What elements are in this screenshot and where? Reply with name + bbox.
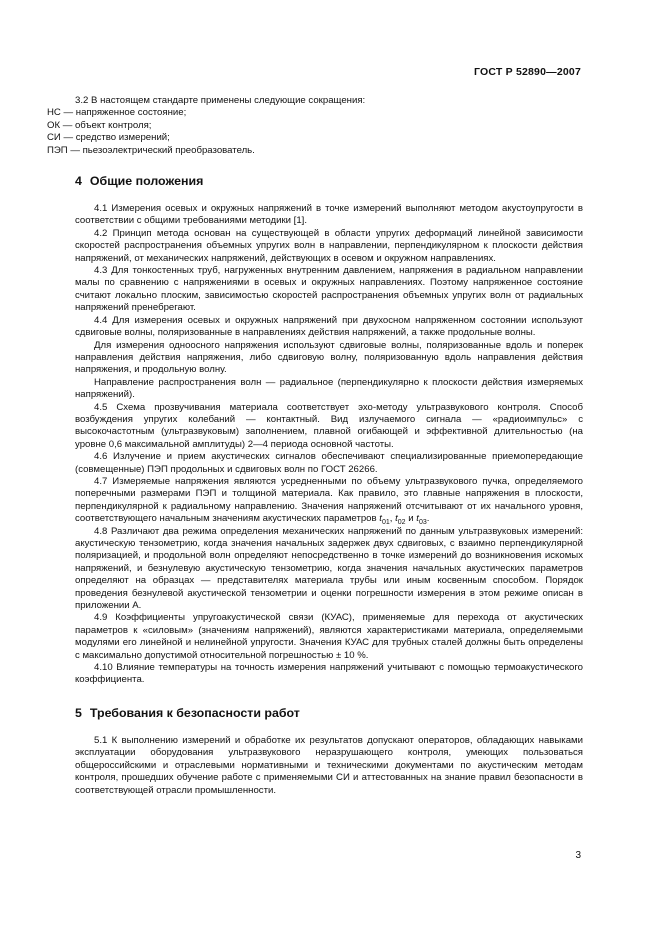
- abbreviations-intro: 3.2 В настоящем стандарте применены следующие сокращения:: [75, 95, 366, 106]
- paragraph-4-8: 4.8 Различают два режима определения механических напряжений по данным ультразвуковых измерений: акустическую тензометрию, когда значения начальных задержек двух сдвиговых, с взаимно перпендикулярной поляризацией, и продольной волн определяют непосредственно в точке измерений до возникновения искомых напряжений, и безнулевую акустическую тензометрию, когда значения начальных акустических параметров определяют на образцах — представителях материала трубы или иным косвенным способом. Порядок проведения безнулевой акустической тензометрии и оценки погрешности измерения в этом режиме описан в приложении А.: [75, 525, 583, 612]
- paragraph-4-4-b: Для измерения одноосного напряжения используют сдвиговые волны, поляризованные вдоль и поперек направления действия напряжения, либо сдвиговую волну, поляризованную вдоль направления действия напряжения, и продольную волну.: [75, 339, 583, 376]
- section-heading-4: [75, 174, 583, 188]
- separator: ,: [389, 513, 396, 525]
- paragraph-4-3: 4.3 Для тонкостенных труб, нагруженных внутренним давлением, напряжения в радиальном направлении малы по сравнению с напряжениями в осевых и окружных направлениях. Поэтому напряженное состояние считают локально плоским, зависимостью скоростей распространения объемных упругих волн от радиальных напряжений пренебрегают.: [75, 265, 583, 314]
- abbreviation-item: НС — напряженное состояние;: [47, 107, 187, 119]
- param-subscript: 01: [381, 519, 390, 527]
- paragraph-4-6: 4.6 Излучение и прием акустических сигналов обеспечивают специализированные приемопередающие (совмещенные) ПЭП продольных и сдвиговых волн по ГОСТ 26266.: [75, 451, 583, 475]
- paragraph-4-4-c: Направление распространения волн — радиальное (перпендикулярно к плоскости действия измеряемых напряжений).: [75, 376, 583, 401]
- param-t-symbol: t: [379, 513, 382, 525]
- paragraph-4-7: [75, 476, 583, 526]
- paragraph-5-1: 5.1 К выполнению измерений и обработке их результатов допускают операторов, обладающих навыками эксплуатации оборудования ультразвукового неразрушающего контроля, умеющих пользоваться общероссийскими и отраслевыми нормативными и техническими документами по акустическим методам контроля, прошедших обучение работе с применяемыми СИ и аттестованных на знание правил безопасности в соответствующей отрасли промышленности.: [75, 734, 583, 796]
- separator: и: [405, 513, 417, 525]
- document-body: [47, 95, 583, 797]
- section-title: Требования к безопасности работ: [89, 705, 300, 720]
- abbreviation-item: СИ — средство измерений;: [47, 132, 170, 144]
- section-heading-5: [75, 706, 583, 720]
- abbreviation-item: ПЭП — пьезоэлектрический преобразователь.: [47, 144, 255, 156]
- paragraph-4-9: 4.9 Коэффициенты упругоакустической связи (КУАС), применяемые для перехода от акустических параметров к «силовым» (значениям напряжений), являются характеристиками материала, определяемыми модулями его линейной и нелинейной упругости. Значения КУАС для трубных сталей должны быть определены с максимально допустимой относительной погрешностью ± 10 %.: [75, 612, 583, 661]
- paragraph-4-7-text: 4.7 Измеряемые напряжения являются усредненными по объему ультразвукового пучка, определяемого поперечными размерами ПЭП и толщиной материала. Как правило, это главные напряжения в плоскости, перпендикулярной к радиальному направлению. Значения напряжений отсчитывают от их начального уровня, соответствующего начальным значениям акустических параметров: [75, 475, 583, 525]
- param-t-symbol: t: [395, 513, 398, 525]
- paragraph-4-10: 4.10 Влияние температуры на точность измерения напряжений учитывают с помощью термоакустического коэффициента.: [75, 662, 583, 686]
- section-number: 4: [75, 174, 82, 189]
- param-t-symbol: t: [416, 513, 419, 525]
- abbreviation-item: ОК — объект контроля;: [47, 119, 152, 131]
- param-subscript: 02: [397, 519, 406, 527]
- paragraph-4-4: 4.4 Для измерения осевых и окружных напряжений при двухосном напряженном состоянии используют сдвиговые волны, поляризованные в направлениях действия напряжений, а также продольные волны.: [75, 314, 583, 339]
- section-title: Общие положения: [89, 174, 204, 189]
- paragraph-4-2: 4.2 Принцип метода основан на существующей в области упругих деформаций линейной зависимости скоростей распространения объемных упругих волн в направлении, перпендикулярном к плоскости действия напряжений, от механических напряжений, действующих в осевом и окружном направлениях.: [75, 227, 583, 264]
- sentence-end: .: [426, 513, 430, 525]
- standard-code: ГОСТ Р 52890—2007: [473, 66, 581, 78]
- page-number: 3: [575, 850, 581, 861]
- paragraph-4-1: 4.1 Измерения осевых и окружных напряжений в точке измерений выполняют методом акустоупругости в соответствии с общими требованиями методики [1].: [75, 203, 583, 227]
- param-subscript: 03: [418, 519, 427, 527]
- section-number: 5: [75, 705, 82, 720]
- paragraph-4-5: 4.5 Схема прозвучивания материала соответствует эхо-методу ультразвукового контроля. Способ возбуждения упругих колебаний — контактный. Вид излучаемого сигнала — «радиоимпульс» с высокочастотным (ультразвуковым) заполнением, плавной огибающей и эффективной длительностью (на уровне 0,6 максимальной амплитуды) 2—4 периода основной частоты.: [75, 401, 583, 450]
